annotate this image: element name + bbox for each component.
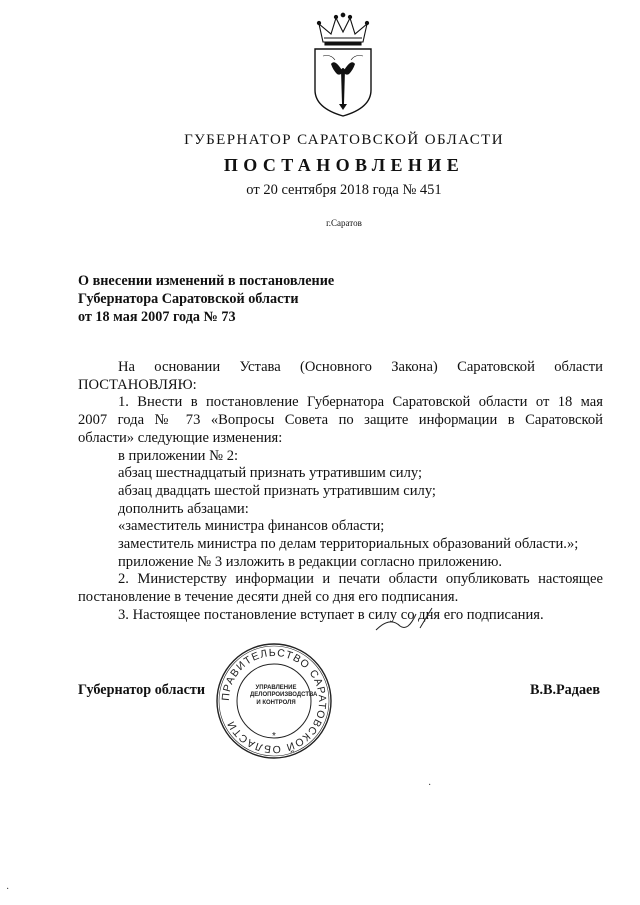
body-line: приложение № 3 изложить в редакции согласно приложению. — [118, 553, 503, 570]
body-line: На основании Устава (Основного Закона) Саратовской области — [118, 359, 603, 375]
stamp-inner-line: ДЕЛОПРОИЗВОДСТВА — [250, 692, 318, 699]
body-line: «заместитель министра финансов области; — [118, 518, 385, 535]
stamp-inner-line: УПРАВЛЕНИЕ — [255, 685, 297, 691]
speck-mark: · — [6, 884, 10, 895]
coat-of-arms-emblem — [309, 12, 377, 118]
body-line: ПОСТАНОВЛЯЮ: — [78, 376, 197, 393]
body-line: в приложении № 2: — [118, 447, 239, 464]
stamp-ring-text: ПРАВИТЕЛЬСТВО САРАТОВСКОЙ ОБЛАСТИ — [219, 646, 329, 756]
body-line: 2007 года № 73 «Вопросы Совета по защите информации в Саратовской — [78, 412, 603, 429]
document-subject — [78, 272, 334, 326]
subject-line: от 18 мая 2007 года № 73 — [78, 309, 236, 325]
subject-line: Губернатора Саратовской области — [78, 291, 299, 307]
signatory-role: Губернатор области — [78, 682, 206, 698]
body-line: области» следующие изменения: — [78, 429, 283, 446]
document-body — [78, 359, 603, 625]
body-line: абзац двадцать шестой признать утратившим силу; — [118, 482, 436, 499]
stamp-inner-text — [250, 685, 318, 707]
signatory-name: В.В.Радаев — [530, 682, 601, 698]
subject-line: О внесении изменений в постановление — [78, 273, 335, 289]
speck-mark: · — [428, 780, 432, 791]
body-line: заместитель министра по делам территориальных образований области.»; — [118, 536, 579, 553]
body-line: 1. Внести в постановление Губернатора Саратовской области от 18 мая — [118, 394, 603, 411]
issuing-authority: ГУБЕРНАТОР САРАТОВСКОЙ ОБЛАСТИ — [184, 132, 504, 148]
body-line: 2. Министерству информации и печати области опубликовать настоящее — [118, 571, 603, 588]
document-type-title: ПОСТАНОВЛЕНИЕ — [223, 155, 465, 175]
body-line: постановление в течение десяти дней со дня его подписания. — [78, 589, 459, 606]
document-date-number: от 20 сентября 2018 года № 451 — [246, 182, 442, 198]
stamp-inner-line: И КОНТРОЛЯ — [256, 699, 296, 706]
stamp-star: * — [272, 731, 276, 742]
body-line: дополнить абзацами: — [118, 500, 249, 517]
body-line: абзац шестнадцатый признать утратившим силу; — [118, 465, 423, 482]
issue-city: г.Саратов — [326, 218, 362, 228]
body-line: 3. Настоящее постановление вступает в силу со дня его подписания. — [118, 606, 544, 623]
handwritten-mark — [370, 604, 450, 634]
